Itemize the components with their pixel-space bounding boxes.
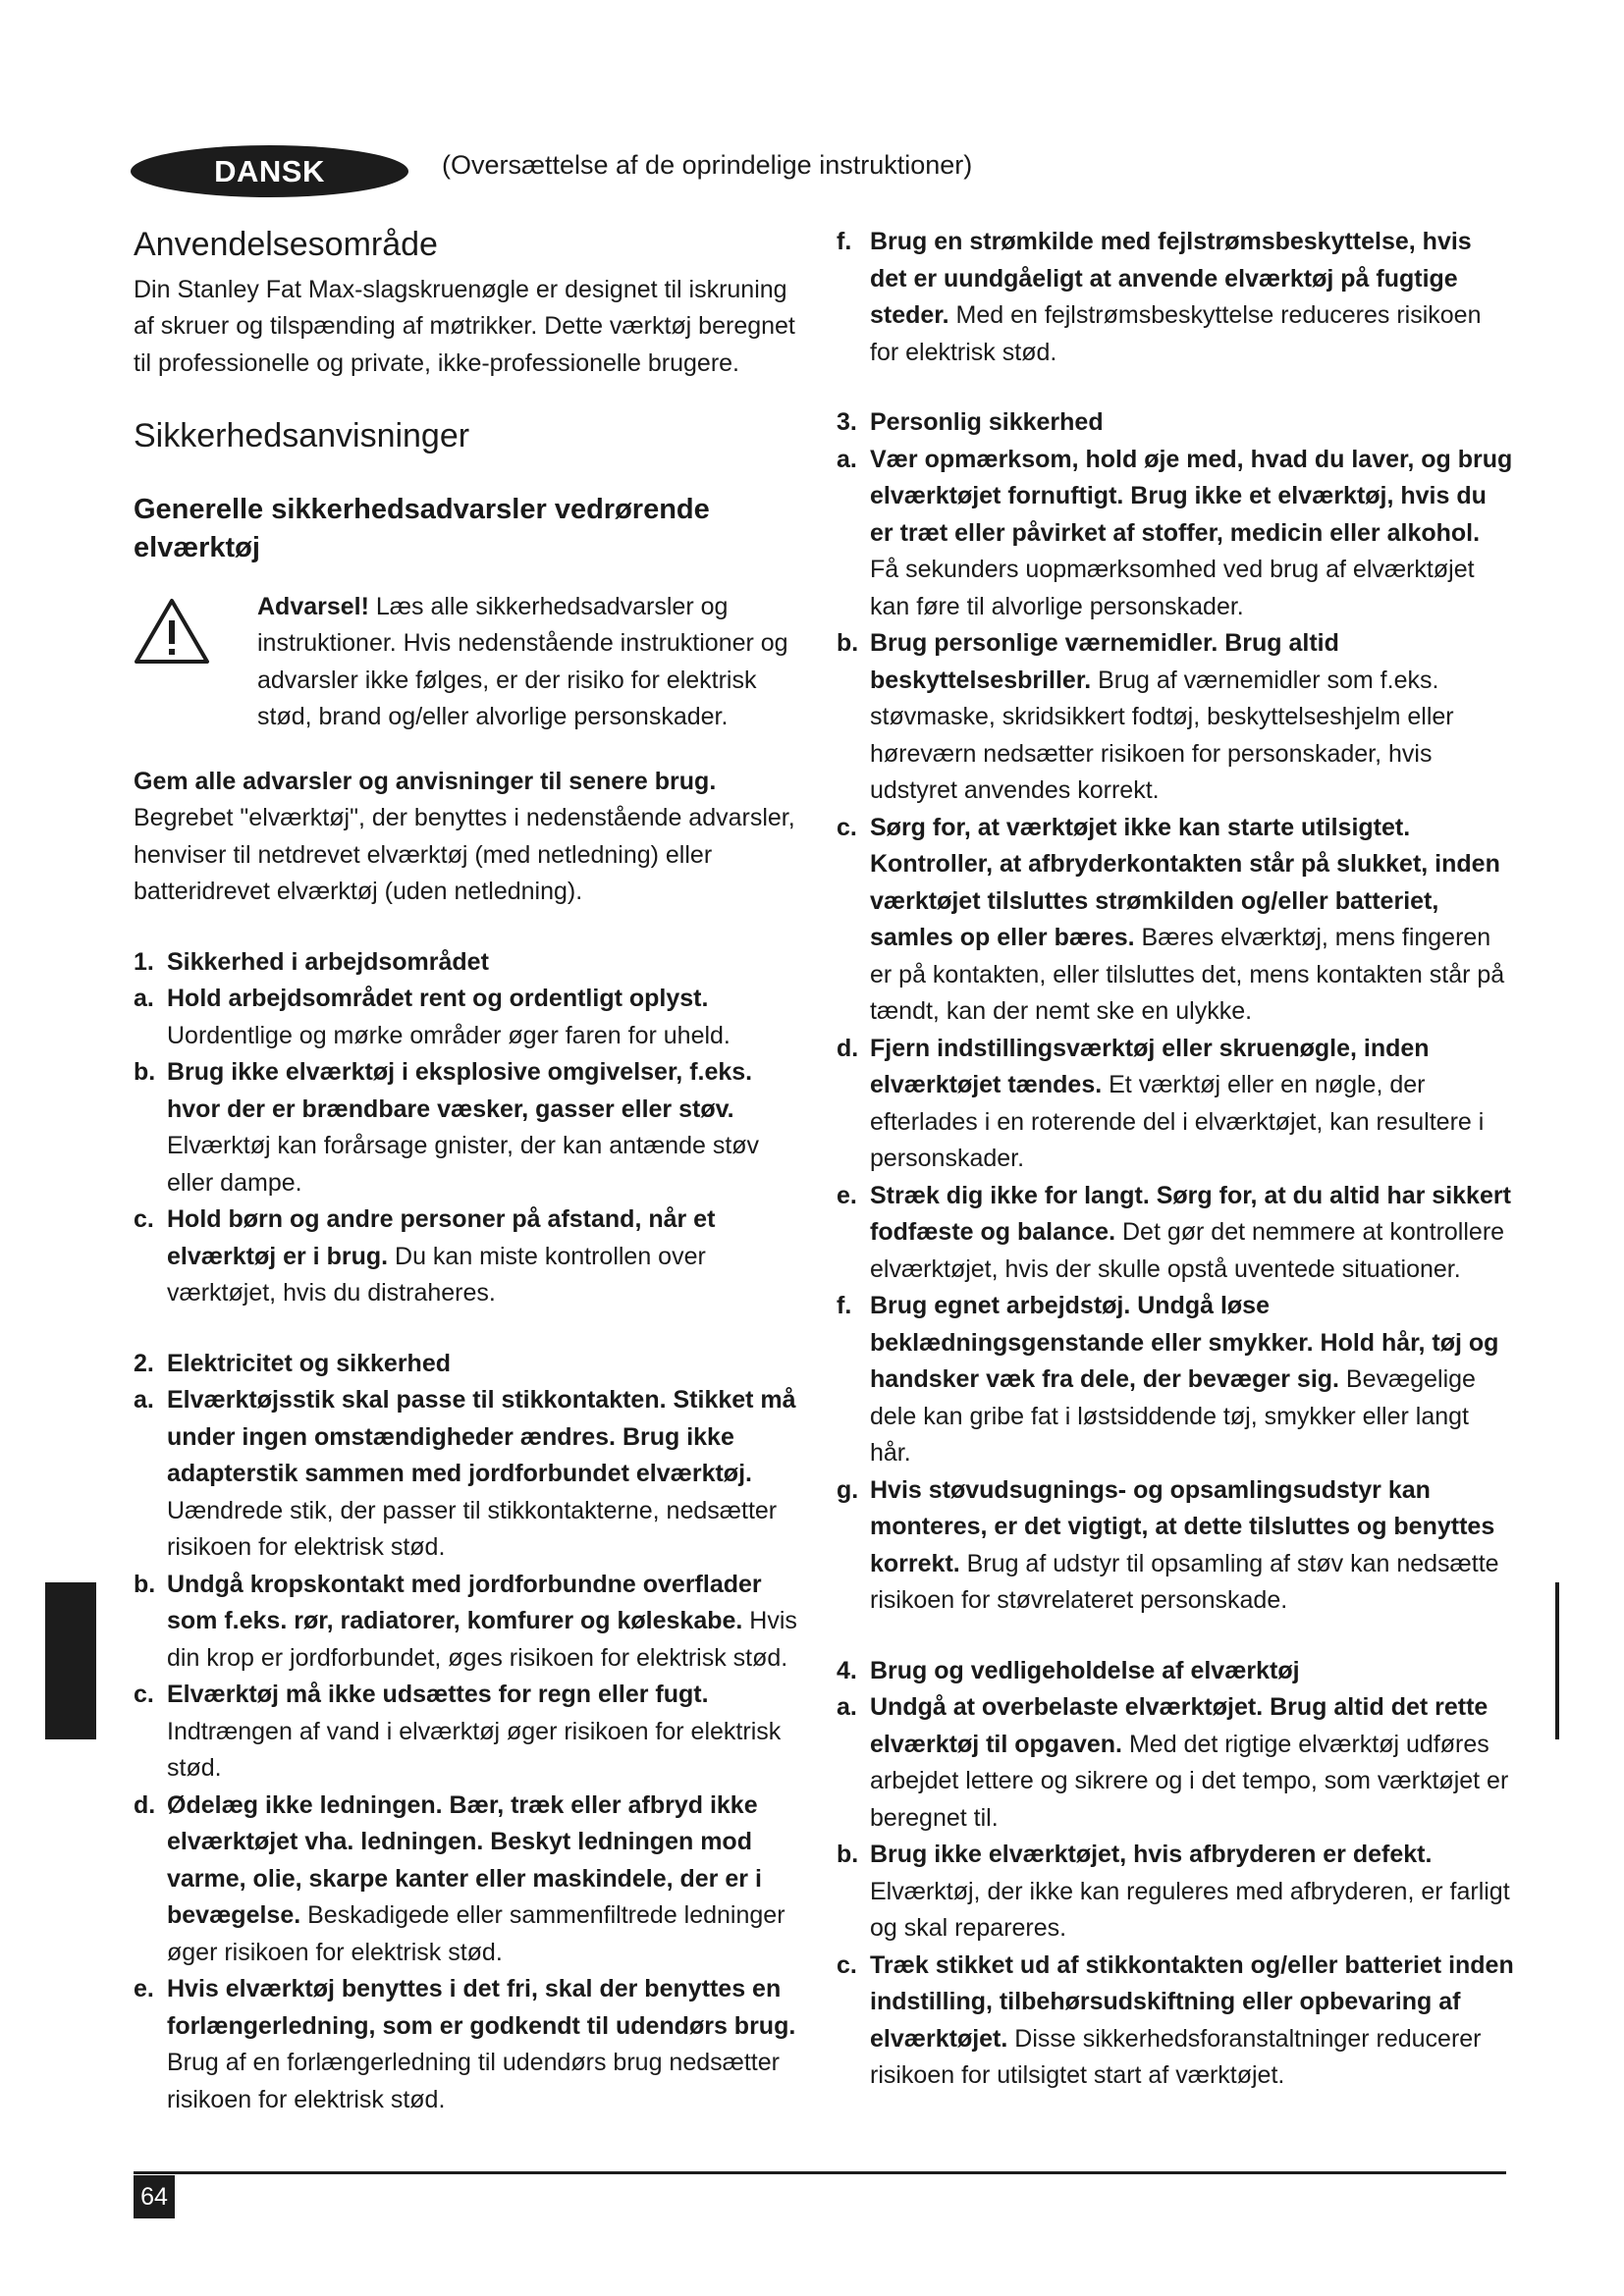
list-item: b. Undgå kropskontakt med jordforbundne overflader som f.eks. rør, radiatorer, komfurer og køleskabe. Hvis din krop er jordforbundet, øges risikoen for elektrisk stød. <box>134 1570 797 1672</box>
list-item: d. Ødelæg ikke ledningen. Bær, træk eller afbryd ikke elværktøjet vha. ledningen. Beskyt ledningen mod varme, olie, skarpe kanter eller maskindele, der er i bevægelse. Beskadigede eller sammenfiltrede ledninger øger risikoen for elektrisk stød. <box>134 1790 785 1966</box>
list-item: c. Hold børn og andre personer på afstand, når et elværktøj er i brug. Du kan miste kontrollen over værktøjet, hvis du distraheres. <box>134 1205 716 1308</box>
list-item: c. Træk stikket ud af stikkontakten og/eller batteriet inden indstilling, tilbehørsudskiftning eller opbevaring af elværktøjet. Disse sikkerhedsforanstaltninger reducerer risikoen for utilsigtet start af værktøjet. <box>837 1950 1514 2089</box>
keep-instructions-title: Gem alle advarsler og anvisninger til senere brug. <box>134 767 717 795</box>
footer-divider <box>134 2171 1506 2174</box>
warning-triangle-icon <box>134 589 253 736</box>
language-tab-marker <box>45 1582 96 1739</box>
warning-block <box>134 589 797 736</box>
list-item: a. Hold arbejdsområdet rent og ordentligt oplyst. Uordentlige og mørke områder øger faren for uheld. <box>134 985 731 1049</box>
list-item: a. Undgå at overbelaste elværktøjet. Brug altid det rette elværktøj til opgaven. Med det rigtige elværktøj udføres arbejdet lettere og sikrere og i det tempo, som værktøjet er beregnet til. <box>837 1693 1509 1832</box>
section-electrical: 2. Elektricitet og sikkerhed a. Elværktøjsstik skal passe til stikkontakten. Stikket må under ingen omstændigheder ændres. Brug ikke adapterstik sammen med jordforbundet elværktøj. Uændrede stik, der passer til stikkontakterne, nedsætter risikoen for elektrisk stød. b. Undgå kropskontakt med jordforbundne overflader som f.eks. rør, radiatorer, komfurer og køleskabe. Hvis din krop er jordforbundet, øges risikoen for elektrisk stød. c. Elværktøj må ikke udsættes for regn eller fugt. Indtrængen af vand i elværktøj øger risikoen for elektrisk stød. d. Ødelæg ikke ledningen. Bær, træk eller afbryd ikke elværktøjet vha. ledningen. Beskyt ledningen mod varme, olie, skarpe kanter eller maskindele, der er i bevægelse. Beskadigede eller sammenfiltrede ledninger øger risikoen for elektrisk stød. e. Hvis elværktøj benyttes i det fri, skal der benyttes en forlængerledning, som er godkendt til udendørs brug. Brug af en forlængerledning til udendørs brug nedsætter risikoen for elektrisk stød. <box>134 1346 797 2119</box>
section-personal-safety: 3. Personlig sikkerhed a. Vær opmærksom, hold øje med, hvad du laver, og brug elværktøjet fornuftigt. Brug ikke et elværktøj, hvis du er træt eller påvirket af stoffer, medicin eller alkohol. Få sekunders uopmærksomhed ved brug af elværktøjet kan føre til alvorlige personskader. b. Brug personlige værnemidler. Brug altid beskyttelsesbriller. Brug af værnemidler som f.eks. støvmaske, skridsikkert fodtøj, beskyttelseshjelm eller høreværn nedsætter risikoen for personskader, hvis udstyret anvendes korrekt. c. Sørg for, at værktøjet ikke kan starte utilsigtet. Kontroller, at afbryderkontakten står på slukket, inden værktøjet tilsluttes strømkilden og/eller batteriet, samles op eller bæres. Bæres elværktøj, mens fingeren er på kontakten, eller tilsluttes det, mens kontakten står på tændt, kan der nemt ske en ulykke. d. Fjern indstillingsværktøj eller skruenøgle, inden elværktøjet tændes. Et værktøj eller en nøgle, der efterlades i en roterende del i elværktøjet, kan resultere i personskader. e. Stræk dig ikke for langt. Sørg for, at du altid har sikkert fodfæste og balance. Det gør det nemmere at kontrollere elværktøjet, hvis der skulle opstå uventede situationer. f. Brug egnet arbejdstøj. Undgå løse beklædningsgenstande eller smykker. Hold hår, tøj og handsker væk fra dele, der bevæger sig. Bevægelige dele kan gribe fat i løstsiddende tøj, smykker eller langt hår. g. Hvis støvudsugnings- og opsamlingsudstyr kan monteres, er det vigtigt, at dette tilsluttes og benyttes korrekt. Brug af udstyr til opsamling af støv kan nedsætte risikoen for støvrelateret personskade. <box>837 404 1514 1620</box>
list-item: b. Brug personlige værnemidler. Brug altid beskyttelsesbriller. Brug af værnemidler som f.eks. støvmaske, skridsikkert fodtøj, beskyttelseshjelm eller høreværn nedsætter risikoen for personskader, hvis udstyret anvendes korrekt. <box>837 629 1454 804</box>
scope-title: Anvendelsesområde <box>134 226 438 263</box>
keep-instructions-text: Begrebet "elværktøj", der benyttes i nedenstående advarsler, henviser til netdrevet elværktøj (med netledning) eller batteridrevet elværktøj (uden netledning). <box>134 804 795 906</box>
safety-title: Sikkerhedsanvisninger <box>134 417 470 454</box>
list-item: c. Elværktøj må ikke udsættes for regn eller fugt. Indtrængen af vand i elværktøj øger risikoen for elektrisk stød. <box>134 1681 782 1783</box>
list-item: b. Brug ikke elværktøjet, hvis afbryderen er defekt. Elværktøj, der ikke kan reguleres med afbryderen, er farligt og skal repareres. <box>837 1841 1510 1942</box>
list-item: a. Vær opmærksom, hold øje med, hvad du laver, og brug elværktøjet fornuftigt. Brug ikke et elværktøj, hvis du er træt eller påvirket af stoffer, medicin eller alkohol. Få sekunders uopmærksomhed ved brug af elværktøjet kan føre til alvorlige personskader. <box>837 445 1513 620</box>
translation-note: (Oversættelse af de oprindelige instruktioner) <box>442 150 973 180</box>
list-item: f. Brug en strømkilde med fejlstrømsbeskyttelse, hvis det er uundgåeligt at anvende elværktøj på fugtige steder. Med en fejlstrømsbeskyttelse reduceres risikoen for elektrisk stød. <box>837 228 1482 366</box>
scope-text: Din Stanley Fat Max-slagskruenøgle er designet til iskruning af skruer og tilspænding af møtrikker. Dette værktøj beregnet til professionelle og private, ikke-professionelle brugere. <box>134 275 795 377</box>
list-item: c. Sørg for, at værktøjet ikke kan starte utilsigtet. Kontroller, at afbryderkontakten står på slukket, inden værktøjet tilsluttes strømkilden og/eller batteriet, samles op eller bæres. Bæres elværktøj, mens fingeren er på kontakten, eller tilsluttes det, mens kontakten står på tændt, kan der nemt ske en ulykke. <box>837 813 1505 1025</box>
page-edge-marker <box>1555 1582 1559 1739</box>
language-badge: DANSK <box>131 145 408 197</box>
left-column <box>134 224 797 2118</box>
list-item: a. Elværktøjsstik skal passe til stikkontakten. Stikket må under ingen omstændigheder ændres. Brug ikke adapterstik sammen med jordforbundet elværktøj. Uændrede stik, der passer til stikkontakterne, nedsætter risikoen for elektrisk stød. <box>134 1386 796 1562</box>
list-item: e. Hvis elværktøj benyttes i det fri, skal der benyttes en forlængerledning, som er godkendt til udendørs brug. Brug af en forlængerledning til udendørs brug nedsætter risikoen for elektrisk stød. <box>134 1975 796 2113</box>
general-warnings-title: Generelle sikkerhedsadvarsler vedrørende elværktøj <box>134 493 710 563</box>
section-work-area: 1. Sikkerhed i arbejdsområdet a. Hold arbejdsområdet rent og ordentligt oplyst. Uordentlige og mørke områder øger faren for uheld. b. Brug ikke elværktøj i eksplosive omgivelser, f.eks. hvor der er brændbare væsker, gasser eller støv. Elværktøj kan forårsage gnister, der kan antænde støv eller dampe. c. Hold børn og andre personer på afstand, når et elværktøj er i brug. Du kan miste kontrollen over værktøjet, hvis du distraheres. <box>134 944 797 1312</box>
list-item: e. Stræk dig ikke for langt. Sørg for, at du altid har sikkert fodfæste og balance. Det gør det nemmere at kontrollere elværktøjet, hvis der skulle opstå uventede situationer. <box>837 1181 1511 1283</box>
list-item: d. Fjern indstillingsværktøj eller skruenøgle, inden elværktøjet tændes. Et værktøj eller en nøgle, der efterlades i en roterende del i elværktøjet, kan resultere i personskader. <box>837 1034 1485 1172</box>
page-number: 64 <box>134 2175 175 2218</box>
list-item: f. Brug egnet arbejdstøj. Undgå løse beklædningsgenstande eller smykker. Hold hår, tøj og handsker væk fra dele, der bevæger sig. Bevægelige dele kan gribe fat i løstsiddende tøj, smykker eller langt hår. <box>837 1292 1499 1467</box>
warning-text: Advarsel! Læs alle sikkerhedsadvarsler og instruktioner. Hvis nedenstående instruktioner og advarsler ikke følges, er der risiko for elektrisk stød, brand og/eller alvorlige personskader. <box>257 592 788 731</box>
right-column <box>837 224 1514 2095</box>
list-item: b. Brug ikke elværktøj i eksplosive omgivelser, f.eks. hvor der er brændbare væsker, gasser eller støv. Elværktøj kan forårsage gnister, der kan antænde støv eller dampe. <box>134 1058 760 1197</box>
section-tool-use: 4. Brug og vedligeholdelse af elværktøj a. Undgå at overbelaste elværktøjet. Brug altid det rette elværktøj til opgaven. Med det rigtige elværktøj udføres arbejdet lettere og sikrere og i det tempo, som værktøjet er beregnet til. b. Brug ikke elværktøjet, hvis afbryderen er defekt. Elværktøj, der ikke kan reguleres med afbryderen, er farligt og skal repareres. c. Træk stikket ud af stikkontakten og/eller batteriet inden indstilling, tilbehørsudskiftning eller opbevaring af elværktøjet. Disse sikkerhedsforanstaltninger reducerer risikoen for utilsigtet start af værktøjet. <box>837 1653 1514 2095</box>
list-item: g. Hvis støvudsugnings- og opsamlingsudstyr kan monteres, er det vigtigt, at dette tilsluttes og benyttes korrekt. Brug af udstyr til opsamling af støv kan nedsætte risikoen for støvrelateret personskade. <box>837 1475 1499 1614</box>
